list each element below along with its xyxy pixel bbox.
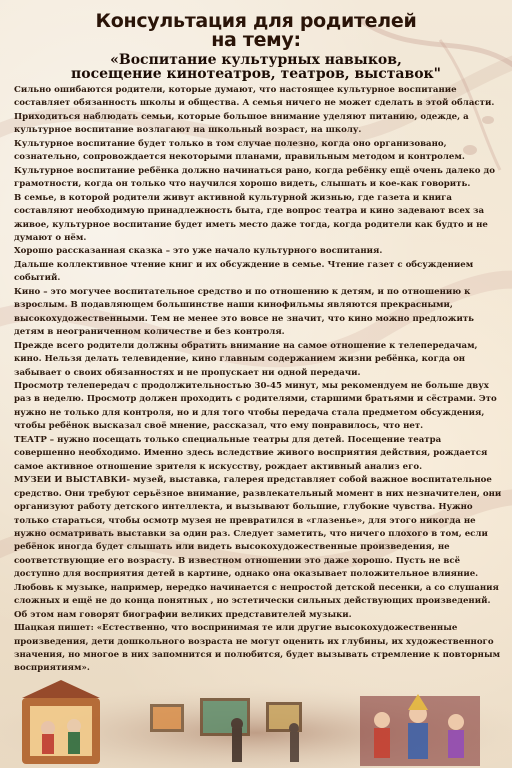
- paragraph: Кино – это могучее воспитательное средство и по отношению к детям, и по отношению к взрослым. В подавляющем большинстве наши кинофильмы являются прекрасными, высокохудожественными. Тем не менее это вовсе не значит, что кино можно предложить детям в неограниченном количестве и без контроля.: [14, 286, 474, 338]
- page-title-line2: на тему:: [211, 29, 301, 51]
- footer-illustration: [0, 680, 512, 768]
- paragraph: МУЗЕИ И ВЫСТАВКИ- музей, выставка, галерея представляет собой важное воспитательное средство. Они требуют серьёзное внимание, развлекательный момент в них незначителен, они организуют работу детского интеллекта, и вызывают большие, глубокие чувства. Нужно только стараться, чтобы осмотр музея не превратился в «глазенье», для этого никогда не нужно осматривать выставки за один раз. Следует заметить, что ничего плохого в том, если ребёнок иногда будет слышать или видеть высокохудожественные произведения, не соответствующие его возрасту. В известном отношении это даже хорошо. Пусть не всё доступно для восприятия детей в картине, однако она оказывает положительное влияние. Любовь к музыке, например, нередко начинается с непростой детской песенки, а со слушания сложных и ещё не до конца понятных , но эстетически сильных действующих произведений. Об этом нам говорят биографии великих представителей музыки.: [14, 475, 502, 620]
- subtitle-line1: «Воспитание культурных навыков,: [110, 52, 402, 68]
- paragraph: ТЕАТР – нужно посещать только специальные театры для детей. Посещение театра совершенно необходимо. Именно здесь вследствие живого восприятия действия, рождается самое активное отношение зрителя к искусству, рождает активный анализ его.: [14, 434, 488, 472]
- puppets-image: [360, 694, 480, 766]
- title-block: [0, 12, 512, 81]
- paragraph: Сильно ошибаются родители, которые думают, что настоящее культурное воспитание составляет обязанность школы и общества. А семья ничего не может сделать в этой области.: [14, 85, 495, 109]
- paragraph: Приходиться наблюдать семьи, которые большое внимание уделяют питанию, одежде, а культурное воспитание возлагают на школьный возраст, на школу.: [14, 111, 469, 136]
- paragraph: Хорошо рассказанная сказка – это уже начало культурного воспитания.: [14, 246, 383, 257]
- paragraph: Дальше коллективное чтение книг и их обсуждение в семье. Чтение газет с обсуждением событий.: [14, 259, 474, 284]
- paragraph: В семье, в которой родители живут активной культурной жизнью, где газета и книга составляют необходимую принадлежность быта, где вопрос театра и кино задевают всех за живое, культурное воспитание будет иметь место даже тогда, когда родители как будто и не думают о нём.: [14, 192, 488, 243]
- page-title: Консультация для родителей: [95, 10, 417, 32]
- paragraph: Прежде всего родители должны обратить внимание на самое отношение к телепередачам, кино. Нельзя делать телевидение, кино главным содержанием жизни ребёнка, когда он забывает о своих обязанностях и не пропускает ни одной передачи.: [14, 340, 478, 378]
- paragraph: Культурное воспитание будет только в том случае полезно, когда оно организовано, сознательно, сопровождается некоторыми планами, правильным методом и контролем. Культурное воспитание ребёнка должно начинаться рано, когда ребёнку ещё очень далеко до грамотности, когда он только что научился хорошо видеть, слышать и кое-как говорить.: [14, 138, 495, 190]
- subtitle-line2: посещение кинотеатров, театров, выставок": [71, 66, 441, 82]
- article-body: [14, 84, 502, 676]
- paragraph: Просмотр телепередач с продолжительностью 30-45 минут, мы рекомендуем не больше двух раз в неделю. Просмотр должен проходить с родителями, старшими братьями и сёстрами. Это нужно не только для контроля, но и для того чтобы передача стала предметом обсуждения, чтобы ребёнок высказал своё мнение, рассказал, что ему понравилось, что нет.: [14, 380, 497, 432]
- paragraph: Шацкая пишет: «Естественно, что воспринимая те или другие высокохудожественные произведения, дети дошкольного возраста не могут оценить их глубины, их художественного значения, но многое в них запомнится и полюбится, будет вызывать стремление к повторным восприятиям».: [14, 623, 501, 674]
